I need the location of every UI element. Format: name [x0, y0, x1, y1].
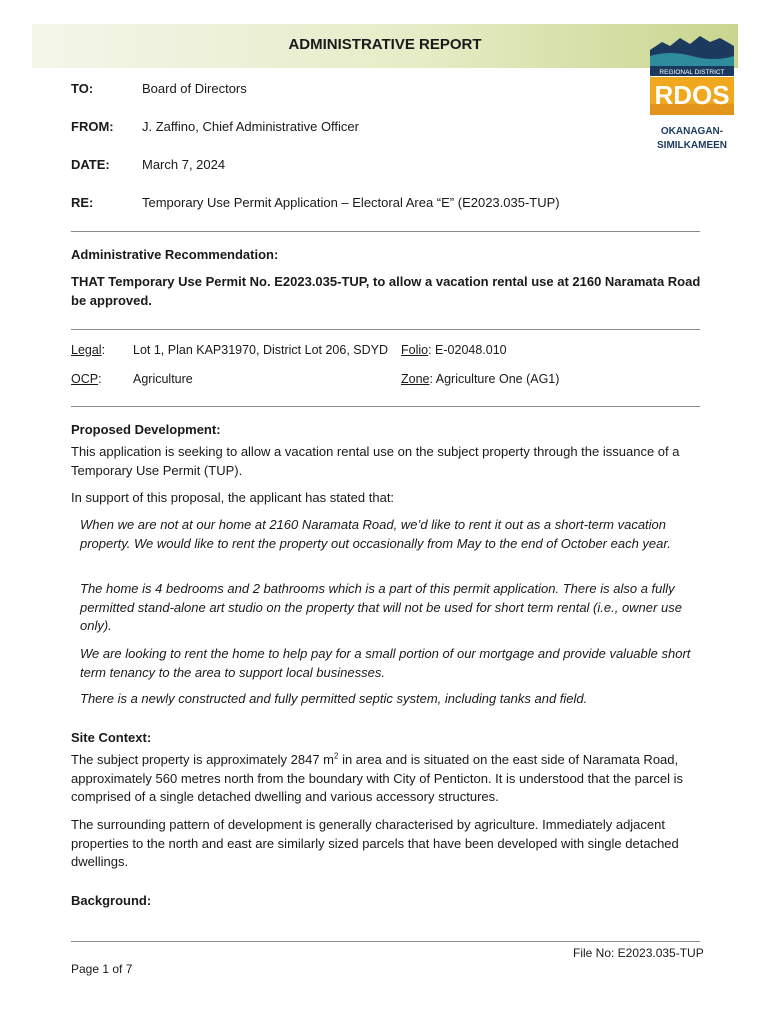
- report-title: ADMINISTRATIVE REPORT: [288, 36, 482, 53]
- proposed-heading: Proposed Development:: [71, 422, 221, 437]
- zone-group: [401, 372, 559, 386]
- re-value: Temporary Use Permit Application – Electoral Area “E” (E2023.035-TUP): [142, 195, 560, 210]
- ocp-label: OCP: [71, 372, 99, 386]
- re-label: RE:: [71, 195, 94, 210]
- divider: [71, 329, 700, 330]
- applicant-quote-3: We are looking to rent the home to help pay for a small portion of our mortgage and provide valuable short term tenancy to the area to support local businesses.: [80, 646, 691, 680]
- applicant-quote-1: When we are not at our home at 2160 Naramata Road, we’d like to rent it out as a short-term vacation property. We would like to rent the property out occasionally from May to the end of October each year.: [80, 517, 671, 551]
- to-value: Board of Directors: [142, 81, 247, 96]
- date-label: DATE:: [71, 157, 110, 172]
- legal-label: Legal: [71, 343, 102, 357]
- logo-acronym: RDOS: [654, 80, 730, 110]
- logo-line2: SIMILKAMEEN: [657, 140, 727, 151]
- recommendation-text: THAT Temporary Use Permit No. E2023.035-TUP, to allow a vacation rental use at 2160 Naramata Road be approved.: [71, 274, 701, 308]
- divider: [71, 406, 700, 407]
- applicant-quote-4: There is a newly constructed and fully permitted septic system, including tanks and field.: [80, 691, 588, 706]
- background-heading: Background:: [71, 893, 152, 908]
- divider: [71, 231, 700, 232]
- proposed-paragraph-2: In support of this proposal, the applicant has stated that:: [71, 490, 395, 505]
- ocp-value: Agriculture: [133, 372, 193, 386]
- page-number: Page 1 of 7: [71, 962, 133, 976]
- folio-group: [401, 343, 507, 357]
- recommendation-heading: Administrative Recommendation:: [71, 247, 279, 262]
- legal-label-group: Legal:: [71, 343, 106, 357]
- site-paragraph-2: The surrounding pattern of development is generally characterised by agriculture. Immediately adjacent properties to the north and east are similarly sized parcels that have been developed with single detached dwellings.: [71, 817, 679, 869]
- date-value: March 7, 2024: [142, 157, 226, 172]
- site-paragraph-1: The subject property is approximately 2847 $m^2$ in area and is situated on the east side of Naramata Road, approximately 560 metres north from the boundary with City of Penticton. It is understood that the parcel is comprised of a single detached dwelling and various accessory structures.: [71, 751, 684, 804]
- footer-divider: [71, 941, 700, 942]
- from-label: FROM:: [71, 119, 114, 134]
- zone-value: : Agriculture One (AG1): [429, 372, 560, 386]
- folio-value: : E-02048.010: [428, 343, 507, 357]
- legal-value: Lot 1, Plan KAP31970, District Lot 206, SDYD: [133, 343, 388, 357]
- file-number: File No: E2023.035-TUP: [573, 946, 704, 960]
- applicant-quote-2: The home is 4 bedrooms and 2 bathrooms which is a part of this permit application. There is also a fully permitted stand-alone art studio on the property that will not be used for short term rental (i.e., owner use only).: [80, 581, 682, 633]
- logo-top-text: REGIONAL DISTRICT: [659, 69, 725, 76]
- proposed-paragraph-1: This application is seeking to allow a vacation rental use on the subject property through the issuance of a Temporary Use Permit (TUP).: [71, 444, 680, 478]
- site-context-heading: Site Context:: [71, 730, 152, 745]
- to-label: TO:: [71, 81, 94, 96]
- zone-label: Zone: [401, 372, 430, 386]
- ocp-label-group: OCP:: [71, 372, 102, 386]
- folio-label: Folio: [401, 343, 429, 357]
- logo-line1: OKANAGAN-: [660, 126, 724, 137]
- rdos-logo: [648, 32, 736, 156]
- from-value: J. Zaffino, Chief Administrative Officer: [142, 119, 359, 134]
